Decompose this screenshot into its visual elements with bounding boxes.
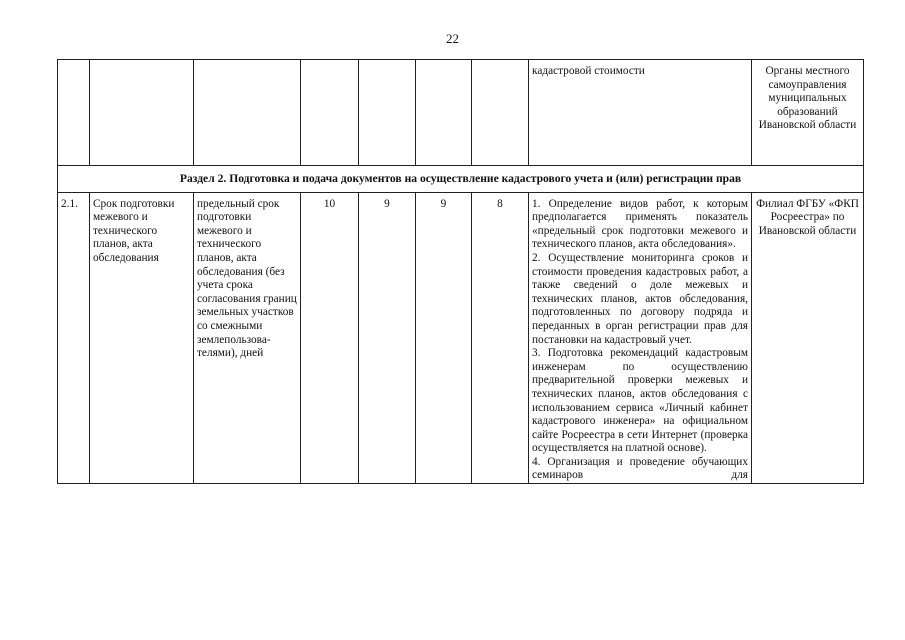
table-row <box>58 192 864 483</box>
value-cell-4: 8 <box>472 192 529 483</box>
cell-empty <box>359 60 416 166</box>
section-row <box>58 166 864 193</box>
measures-cell-continued: кадастровой стоимости <box>529 60 752 166</box>
cell-empty <box>194 60 301 166</box>
cell-empty <box>90 60 194 166</box>
responsible-cell-continued: Органы местного самоуправления муниципальных образований Ивановской области <box>752 60 864 166</box>
measure-item: 1. Определение видов работ, к которым предполагается применять показатель «предельный срок подготовки межевого и технического планов, акта обследования». <box>532 197 748 251</box>
responsible-cell: Филиал ФГБУ «ФКП Росреестра» по Ивановской области <box>752 192 864 483</box>
measure-item: 2. Осуществление мониторинга сроков и стоимости проведения кадастровых работ, а также сведений о доле межевых и технических планов, актов обследования, подготовленных по договору подряда и переданных в орган регистрации прав для постановки на кадастровый учет. <box>532 251 748 346</box>
indicator-cell: Срок подготовки межевого и технического планов, акта обследования <box>90 192 194 483</box>
measure-item: 3. Подготовка рекомендаций кадастровым инженерам по осуществлению предварительной проверки межевых и технических планов, актов обследования с использованием сервиса «Личный кабинет кадастрового инженера» на официальном сайте Росреестра в сети Интернет (проверка осуществляется на платной основе). <box>532 347 748 455</box>
description-cell: предельный срок подготовки межевого и технического планов, акта обследования (без учета срока согласования границ земельных участков со смежными землепользова-телями), дней <box>194 192 301 483</box>
value-cell-3: 9 <box>416 192 472 483</box>
measure-item: 4. Организация и проведение обучающих семинаров для <box>532 455 748 482</box>
value-cell-2: 9 <box>359 192 416 483</box>
cell-empty <box>416 60 472 166</box>
measures-table <box>57 59 864 484</box>
table-row-continued <box>58 60 864 166</box>
cell-empty <box>58 60 90 166</box>
page-number: 22 <box>446 31 459 46</box>
cell-empty <box>301 60 359 166</box>
section-title: Раздел 2. Подготовка и подача документов на осуществление кадастрового учета и (или) регистрации прав <box>58 166 864 193</box>
measures-cell <box>529 192 752 483</box>
row-number: 2.1. <box>58 192 90 483</box>
value-cell-1: 10 <box>301 192 359 483</box>
cell-empty <box>472 60 529 166</box>
